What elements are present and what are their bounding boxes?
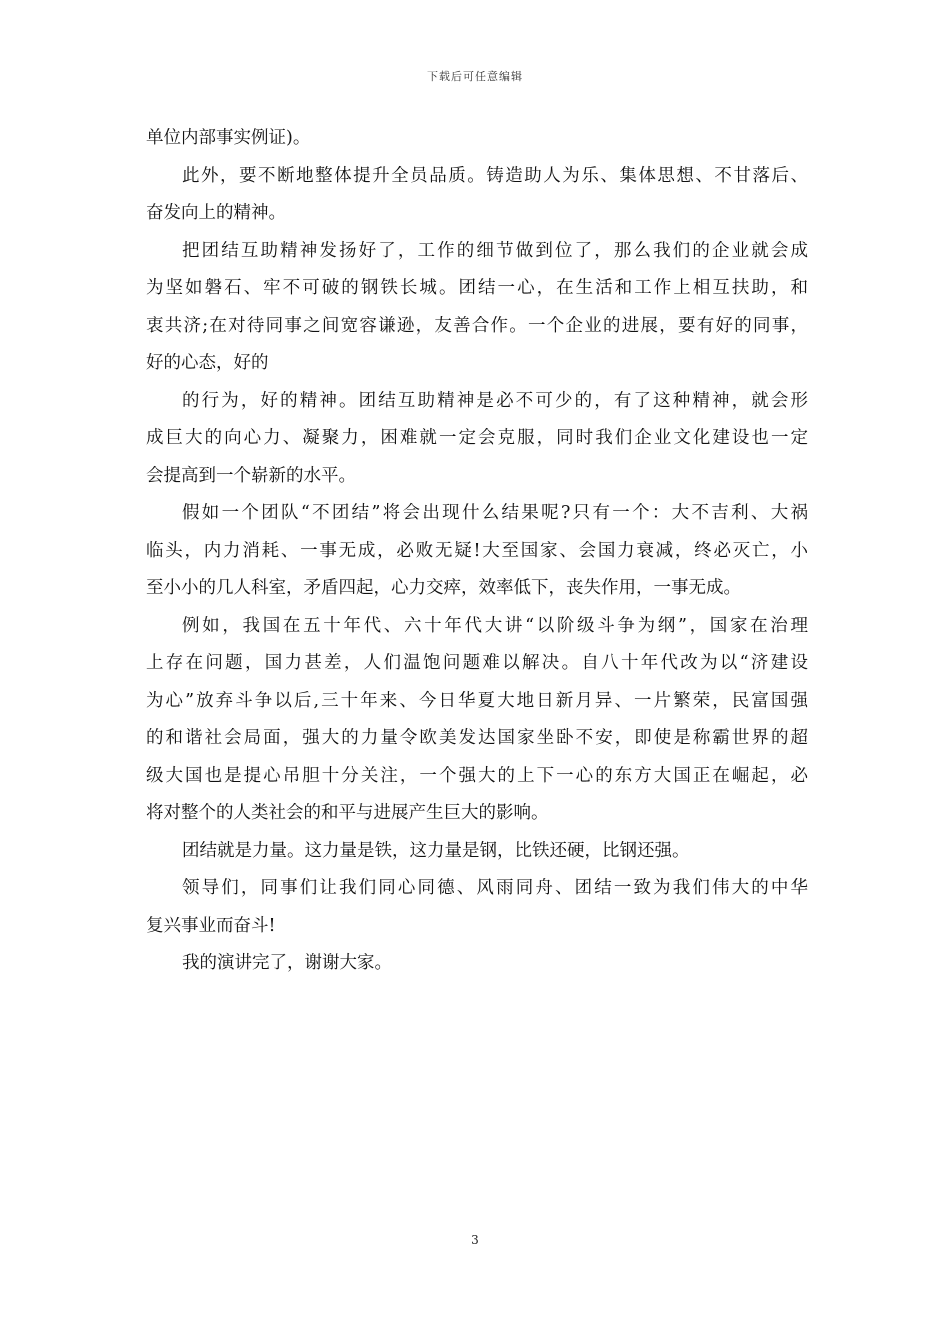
text-line: 我的演讲完了，谢谢大家。 — [182, 953, 392, 973]
text-line: 把团结互助精神发扬好了，工作的细节做到位了，那么我们的企业就会成 — [182, 240, 808, 261]
text-line: 此外，要不断地整体提升全员品质。铸造助人为乐、集体思想、不甘落后、 — [182, 165, 808, 186]
text-line: 好的心态，好的 — [146, 353, 269, 373]
text-line: 例如，我国在五十年代、六十年代大讲“以阶级斗争为纲”，国家在治理 — [182, 615, 808, 636]
text-line: 的和谐社会局面，强大的力量令欧美发达国家坐卧不安，即使是称霸世界的超 — [146, 728, 808, 748]
text-line: 至小小的几人科室，矛盾四起，心力交瘁，效率低下，丧失作用，一事无成。 — [146, 578, 741, 598]
text-line: 为心”放弃斗争以后,三十年来、今日华夏大地日新月异、一片繁荣，民富国强 — [146, 690, 808, 711]
text-line: 团结就是力量。这力量是铁，这力量是钢，比铁还硬，比钢还强。 — [182, 840, 690, 861]
text-line: 衷共济;在对待同事之间宽容谦逊，友善合作。一个企业的进展，要有好的同事， — [146, 315, 808, 336]
text-line: 上存在问题，国力甚差，人们温饱问题难以解决。自八十年代改为以“济建设 — [146, 653, 808, 673]
page-header-note: 下载后可任意编辑 — [427, 70, 523, 83]
text-line: 会提高到一个崭新的水平。 — [146, 465, 356, 486]
text-line: 单位内部事实例证)。 — [146, 128, 311, 148]
text-line: 级大国也是提心吊胆十分关注，一个强大的上下一心的东方大国正在崛起，必 — [146, 765, 808, 786]
page-number: 3 — [471, 1233, 479, 1247]
text-line: 领导们，同事们让我们同心同德、风雨同舟、团结一致为我们伟大的中华 — [182, 878, 808, 898]
text-line: 假如一个团队“不团结”将会出现什么结果呢?只有一个：大不吉利、大祸 — [182, 503, 808, 523]
text-line: 复兴事业而奋斗! — [146, 915, 276, 936]
text-line: 将对整个的人类社会的和平与进展产生巨大的影响。 — [146, 803, 549, 823]
text-line: 成巨大的向心力、凝聚力，困难就一定会克服，同时我们企业文化建设也一定 — [146, 428, 808, 448]
text-line: 奋发向上的精神。 — [146, 203, 286, 223]
document-body — [146, 120, 808, 983]
text-line: 的行为，好的精神。团结互助精神是必不可少的，有了这种精神，就会形 — [182, 390, 808, 411]
text-line: 为坚如磐石、牢不可破的钢铁长城。团结一心，在生活和工作上相互扶助，和 — [146, 278, 808, 298]
text-line: 临头，内力消耗、一事无成，必败无疑!大至国家、会国力衰减，终必灭亡，小 — [146, 540, 808, 561]
